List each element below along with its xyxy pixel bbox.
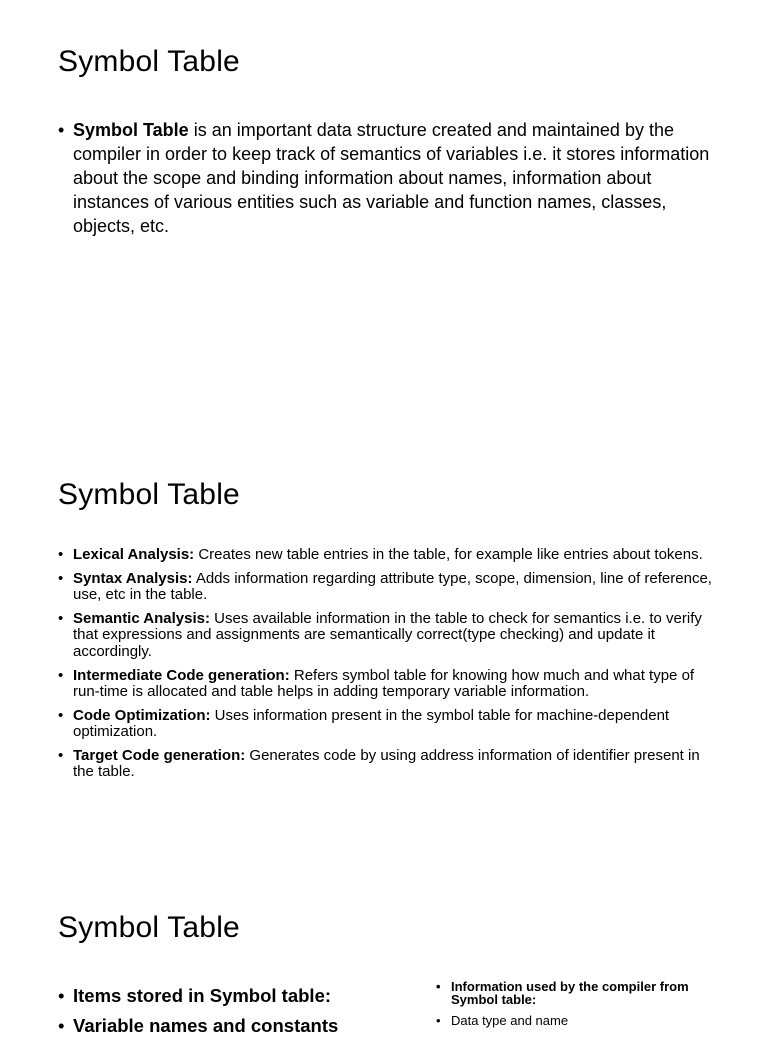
slide-title: Symbol Table (58, 478, 240, 511)
bullet-list (58, 547, 718, 788)
bullet-item: • Items stored in Symbol table: (58, 984, 398, 1008)
right-bullet-list (436, 980, 726, 1035)
bullet-item (58, 668, 718, 701)
bullet-text: Generates code by using address information of identifier present in the table. (73, 746, 700, 781)
slide-2 (0, 433, 768, 866)
bullet-item (58, 748, 718, 781)
bullet-term: Lexical Analysis: (73, 546, 195, 563)
bullet-text: Refers symbol table for knowing how much and what type of run-time is allocated and table helps in adding temporary variable information. (73, 666, 695, 701)
bullet-item (58, 118, 718, 238)
bullet-item (58, 547, 718, 564)
bullet-item: • Information used by the compiler from Symbol table: (436, 980, 726, 1006)
bullet-term: Symbol Table (73, 120, 189, 140)
bullet-text: Uses available information in the table to check for semantics i.e. to verify that expressions and assignments are semantically correct(type checking) and update it accordingly. (73, 609, 702, 660)
bullet-term: Semantic Analysis: (73, 609, 210, 627)
bullet-item: • Data type and name (436, 1014, 726, 1027)
bullet-term: Target Code generation: (73, 746, 246, 764)
bullet-text: Uses information present in the symbol table for machine-dependent optimization. (73, 706, 670, 741)
slide-1 (0, 0, 768, 433)
slide-3 (0, 866, 768, 1036)
slide-title: Symbol Table (58, 911, 240, 944)
bullet-text: is an important data structure created and maintained by the compiler in order to keep track of semantics of variables i.e. it stores information about the scope and binding information about names, information about instances of various entities such as variable and function names, classes, objects, etc. (73, 120, 710, 236)
left-bullet-list (58, 984, 398, 1044)
slide-title: Symbol Table (58, 45, 240, 78)
bullet-item (58, 571, 718, 604)
bullet-term: Syntax Analysis: (73, 569, 193, 587)
bullet-item: • Variable names and constants (58, 1014, 398, 1038)
bullet-item (58, 611, 718, 661)
bullet-text: Adds information regarding attribute type, scope, dimension, line of reference, use, etc in the table. (73, 569, 712, 604)
bullet-text: Creates new table entries in the table, for example like entries about tokens. (194, 546, 703, 563)
bullet-list (58, 118, 718, 238)
bullet-item (58, 708, 718, 741)
bullet-term: Intermediate Code generation: (73, 666, 290, 684)
bullet-term: Code Optimization: (73, 706, 211, 724)
